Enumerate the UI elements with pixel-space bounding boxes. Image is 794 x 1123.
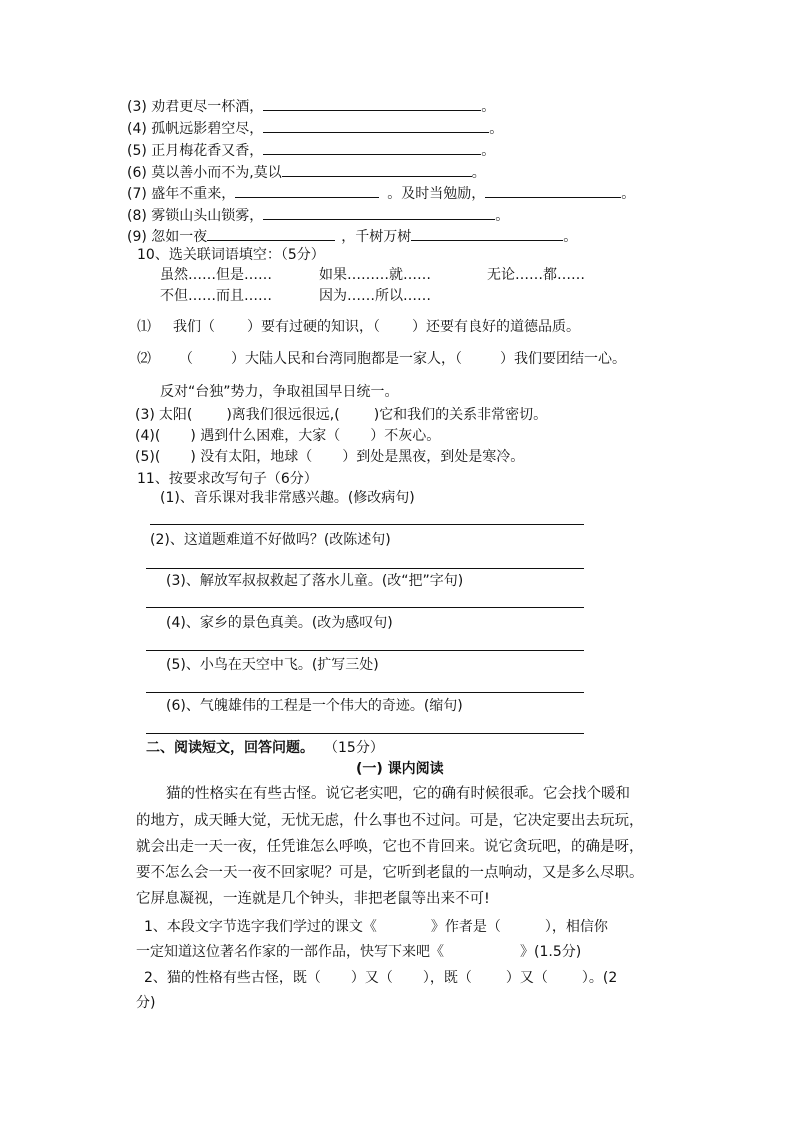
q10-pair-4: 不但……而且…… — [160, 288, 272, 304]
q10-item-2: ⑵ （ ）大陆人民和台湾同胞都是一家人，（ ）我们要团结一心。 — [137, 351, 626, 367]
section2-heading: 二、阅读短文，回答问题。 （15分） — [146, 740, 384, 756]
q10-title: 10、选关联词语填空：（5分） — [137, 247, 325, 263]
answer-blank[interactable] — [263, 205, 495, 220]
answer-blank[interactable] — [207, 226, 335, 241]
poem-line-7: (7) 盛年不重来， 。及时当勉励， 。 — [127, 183, 635, 203]
q10-pair-5: 因为……所以…… — [319, 288, 431, 304]
answer-line[interactable] — [146, 692, 584, 693]
poem-line-9: (9) 忽如一夜 ，千树万树 。 — [127, 226, 577, 246]
q11-item-5: (5)、小鸟在天空中飞。(扩写三处) — [166, 657, 379, 673]
poem-line-3: (3) 劝君更尽一杯酒， 。 — [127, 96, 495, 116]
answer-line[interactable] — [150, 524, 584, 525]
q10-item-5: (5)( ) 没有太阳，地球（ ）到处是黑夜，到处是寒冷。 — [135, 449, 525, 465]
poem-line-6: (6) 莫以善小而不为,莫以 。 — [127, 162, 486, 182]
q10-pair-2: 如果………就…… — [319, 267, 431, 283]
answer-line[interactable] — [146, 650, 584, 651]
answer-blank[interactable] — [263, 118, 489, 133]
reading-q1-line2: 一定知道这位著名作家的一部作品，快写下来吧《 》(1.5分) — [136, 944, 582, 960]
q11-item-4: (4)、家乡的景色真美。(改为感叹句) — [166, 615, 393, 631]
q11-item-3: (3)、解放军叔叔救起了落水儿童。(改“把”字句) — [166, 573, 464, 589]
reading-q2-line1: 2、猫的性格有些古怪，既（ ）又（ ），既（ ）又（ ）。(2 — [144, 970, 618, 986]
q10-pair-3: 无论……都…… — [487, 267, 585, 283]
answer-line[interactable] — [146, 733, 584, 734]
q10-item-3: (3) 太阳( )离我们很远很远,( )它和我们的关系非常密切。 — [135, 407, 548, 423]
answer-blank[interactable] — [282, 162, 472, 177]
q11-item-2: (2)、这道题难道不好做吗？(改陈述句) — [150, 532, 391, 548]
passage-line-1: 猫的性格实在有些古怪。说它老实吧，它的确有时候很乖。它会找个暖和 — [166, 786, 630, 802]
q10-item-1: ⑴ 我们（ ）要有过硬的知识，（ ）还要有良好的道德品质。 — [137, 319, 580, 335]
answer-line[interactable] — [146, 568, 584, 569]
passage-line-5: 它屏息凝视，一连就是几个钟头，非把老鼠等出来不可! — [136, 891, 490, 907]
answer-blank[interactable] — [235, 183, 379, 198]
poem-line-5: (5) 正月梅花香又香， 。 — [127, 140, 495, 160]
section2-subtitle: (一) 课内阅读 — [356, 761, 444, 777]
poem-line-8: (8) 雾锁山头山锁雾， 。 — [127, 205, 509, 225]
answer-blank[interactable] — [411, 226, 563, 241]
passage-line-2: 的地方，成天睡大觉，无忧无虑，什么事也不过问。可是，它决定要出去玩玩， — [136, 813, 644, 829]
q10-pair-1: 虽然……但是…… — [160, 267, 272, 283]
q11-item-1: (1)、音乐课对我非常感兴趣。(修改病句) — [160, 490, 415, 506]
reading-q2-line2: 分) — [136, 995, 156, 1011]
passage-line-4: 要不怎么会一天一夜不回家呢？可是，它听到老鼠的一点响动，又是多么尽职。 — [136, 865, 644, 881]
q11-title: 11、按要求改写句子（6分） — [137, 471, 318, 487]
q10-item-4: (4)( ) 遇到什么困难，大家（ ）不灰心。 — [135, 428, 441, 444]
answer-blank[interactable] — [263, 140, 481, 155]
answer-line[interactable] — [146, 607, 584, 608]
poem-line-4: (4) 孤帆远影碧空尽， 。 — [127, 118, 503, 138]
answer-blank[interactable] — [485, 183, 621, 198]
reading-q1-line1: 1、本段文字节选字我们学过的课文《 》作者是（ ），相信你 — [144, 919, 608, 935]
q10-item-2-cont: 反对“台独”势力，争取祖国早日统一。 — [160, 384, 399, 400]
passage-line-3: 就会出走一天一夜，任凭谁怎么呼唤，它也不肯回来。说它贪玩吧，的确是呀， — [136, 839, 644, 855]
answer-blank[interactable] — [263, 96, 481, 111]
q11-item-6: (6)、气魄雄伟的工程是一个伟大的奇迹。(缩句) — [166, 698, 463, 714]
